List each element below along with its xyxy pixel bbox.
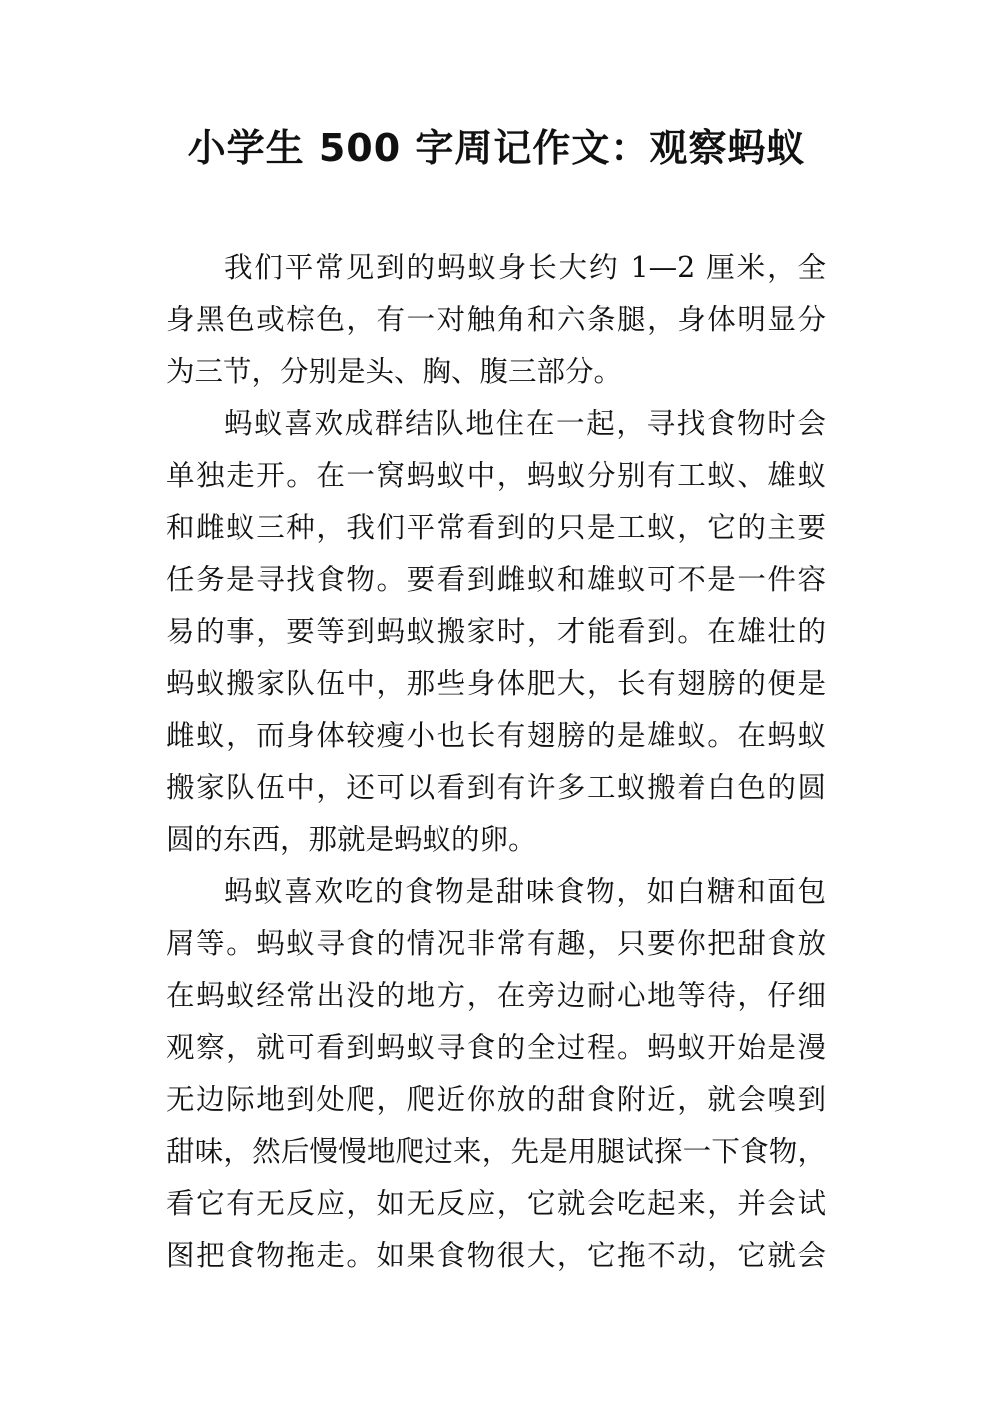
paragraph-3-line: 图把食物拖走。如果食物很大，它拖不动，它就会 bbox=[166, 1239, 826, 1272]
paragraph-3-line: 甜味，然后慢慢地爬过来，先是用腿试探一下食物， bbox=[166, 1135, 826, 1168]
paragraph-3-line: 无边际地到处爬，爬近你放的甜食附近，就会嗅到 bbox=[166, 1083, 826, 1116]
paragraph-2-line: 雌蚁，而身体较瘦小也长有翅膀的是雄蚁。在蚂蚁 bbox=[166, 719, 826, 752]
paragraph-1-line: 我们平常见到的蚂蚁身长大约 1—2 厘米，全 bbox=[224, 251, 826, 284]
document-title: 小学生 500 字周记作文：观察蚂蚁 bbox=[187, 126, 806, 170]
paragraph-3-line: 看它有无反应，如无反应，它就会吃起来，并会试 bbox=[166, 1187, 826, 1220]
paragraph-1-line: 身黑色或棕色，有一对触角和六条腿，身体明显分 bbox=[166, 303, 826, 336]
paragraph-1-line: 为三节，分别是头、胸、腹三部分。 bbox=[166, 355, 623, 388]
paragraph-2-line: 和雌蚁三种，我们平常看到的只是工蚁，它的主要 bbox=[166, 511, 826, 544]
paragraph-3-line: 观察，就可看到蚂蚁寻食的全过程。蚂蚁开始是漫 bbox=[166, 1031, 826, 1064]
paragraph-3-line: 在蚂蚁经常出没的地方，在旁边耐心地等待，仔细 bbox=[166, 979, 826, 1012]
paragraph-3-line: 蚂蚁喜欢吃的食物是甜味食物，如白糖和面包 bbox=[224, 875, 826, 908]
paragraph-2-line: 蚂蚁喜欢成群结队地住在一起，寻找食物时会 bbox=[224, 407, 826, 440]
paragraph-2-line: 蚂蚁搬家队伍中，那些身体肥大，长有翅膀的便是 bbox=[166, 667, 826, 700]
paragraph-2-line: 搬家队伍中，还可以看到有许多工蚁搬着白色的圆 bbox=[166, 771, 826, 804]
paragraph-2-line: 圆的东西，那就是蚂蚁的卵。 bbox=[166, 823, 537, 856]
paragraph-3-line: 屑等。蚂蚁寻食的情况非常有趣，只要你把甜食放 bbox=[166, 927, 826, 960]
paragraph-2-line: 任务是寻找食物。要看到雌蚁和雄蚁可不是一件容 bbox=[166, 563, 826, 596]
paragraph-2-line: 单独走开。在一窝蚂蚁中，蚂蚁分别有工蚁、雄蚁 bbox=[166, 459, 826, 492]
paragraph-2-line: 易的事，要等到蚂蚁搬家时，才能看到。在雄壮的 bbox=[166, 615, 826, 648]
